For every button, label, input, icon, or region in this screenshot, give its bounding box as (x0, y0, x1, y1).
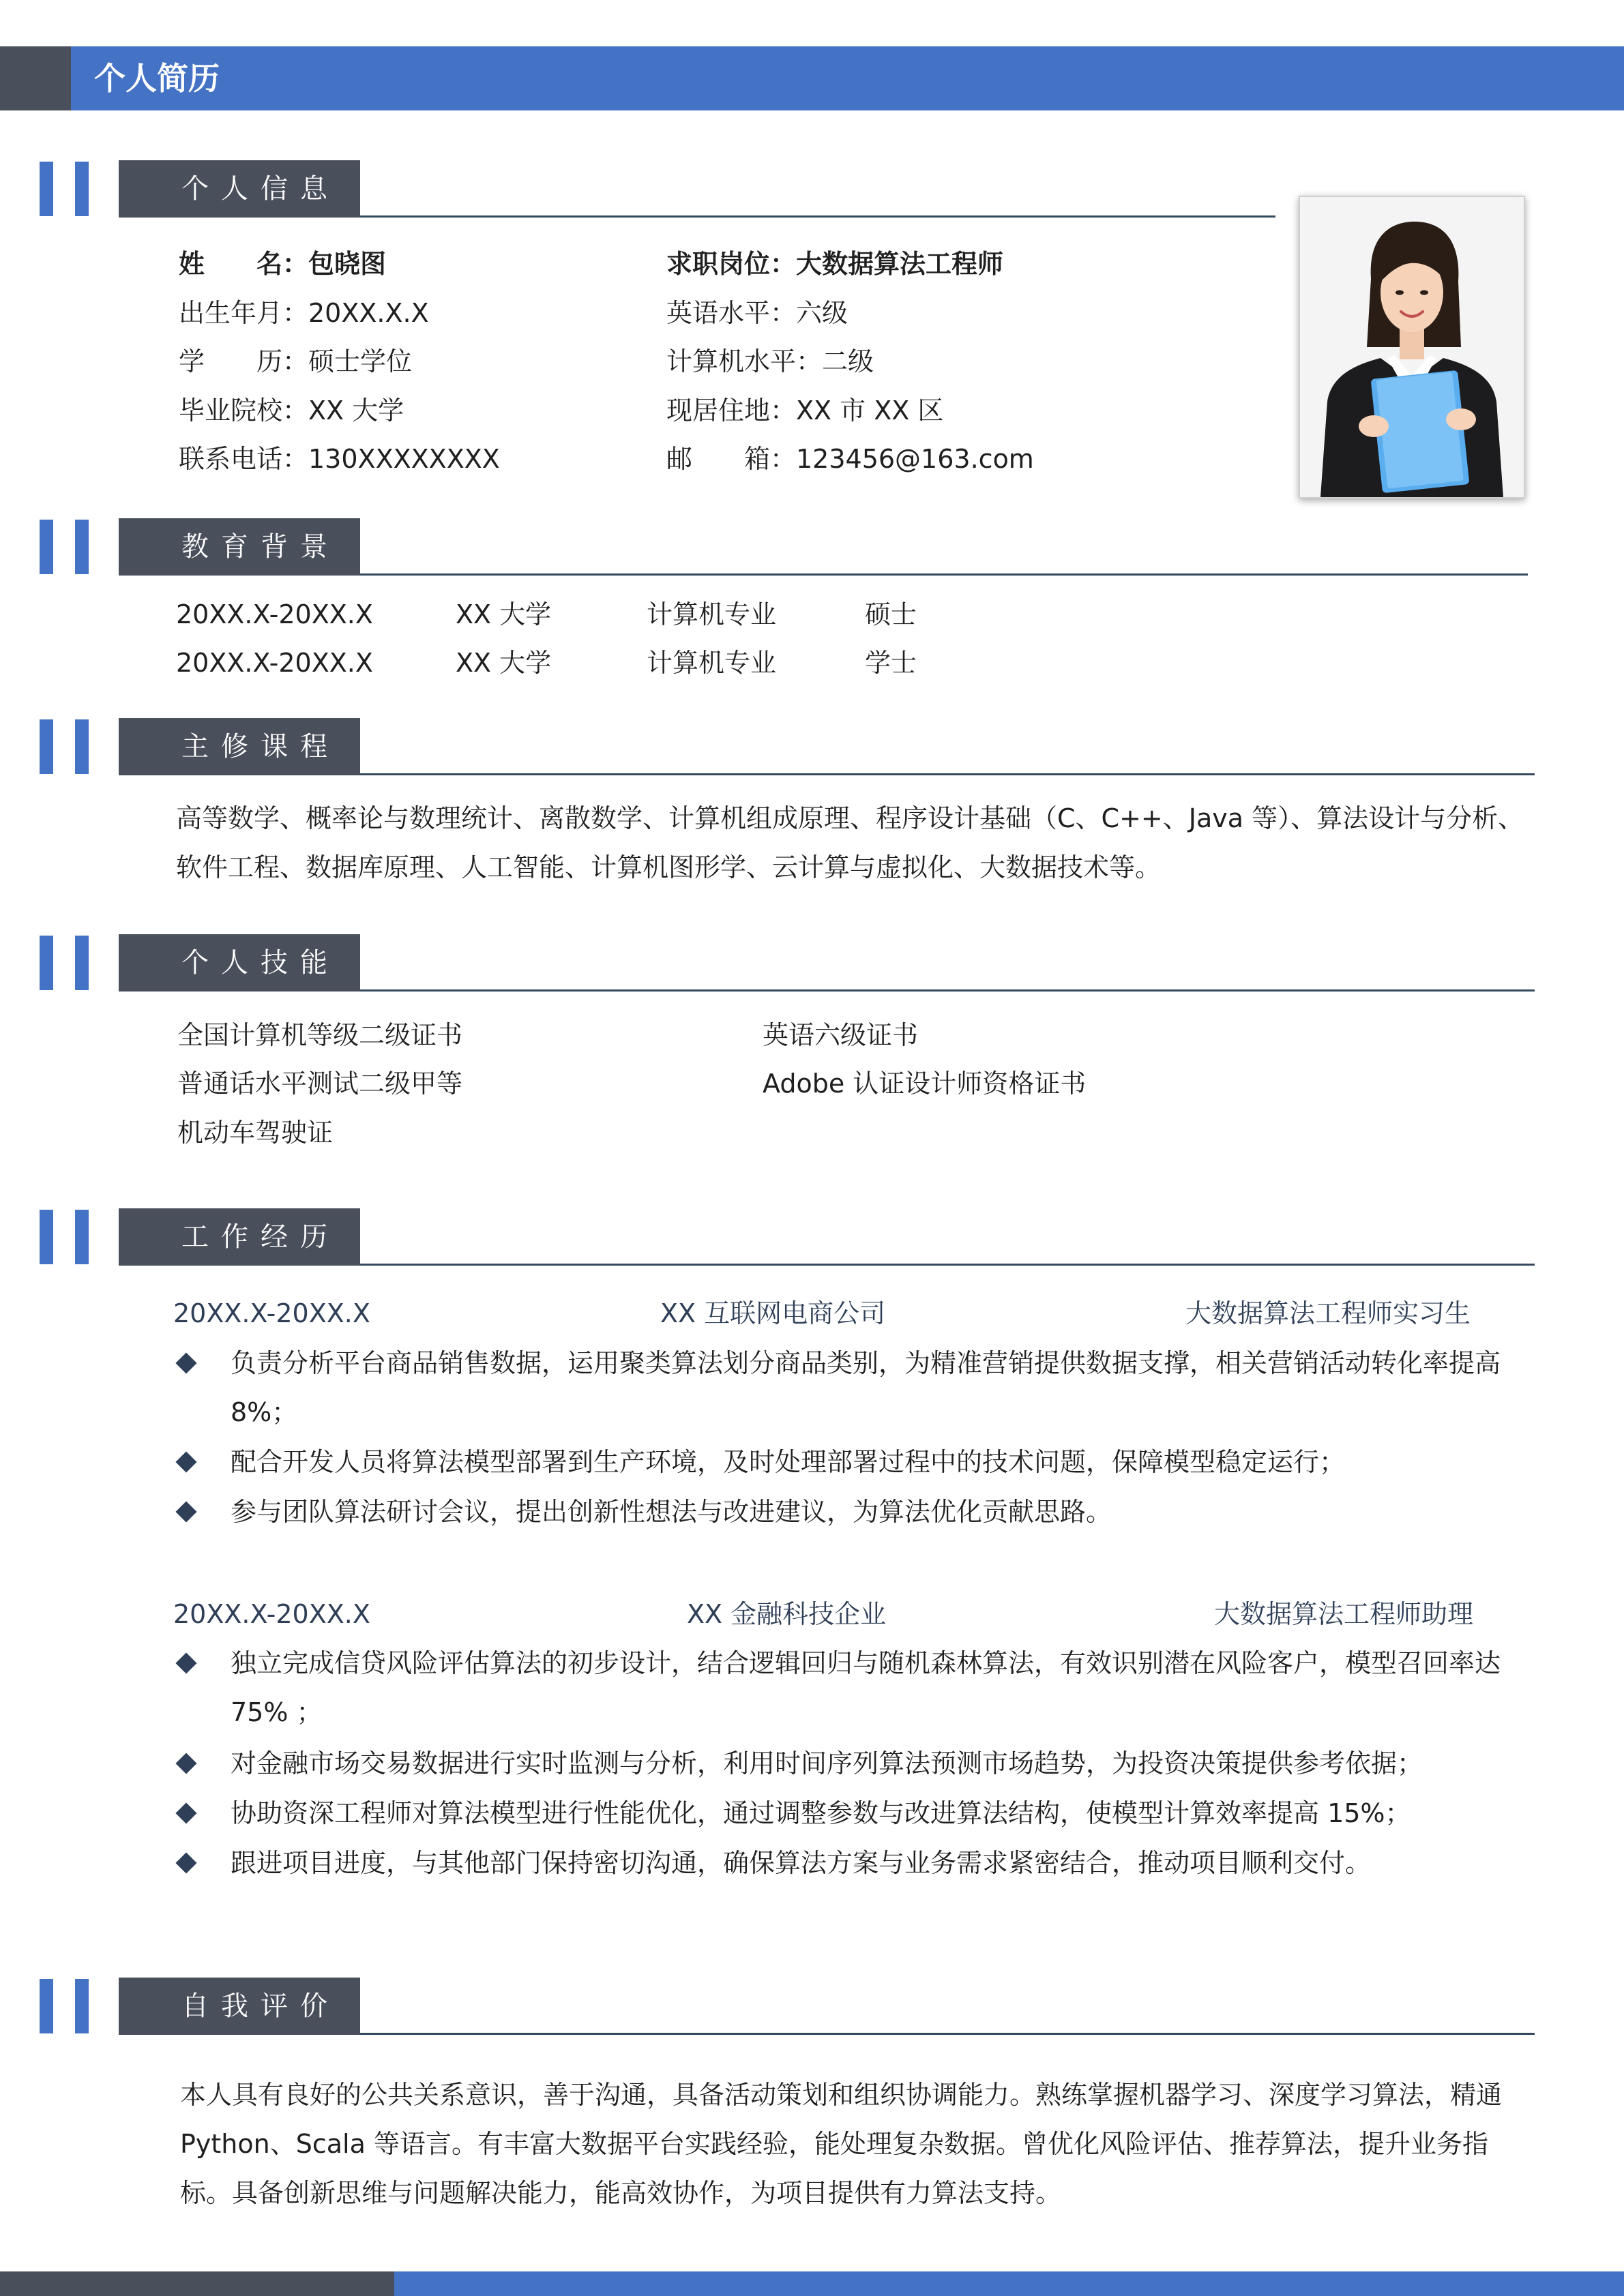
section-title-courses: 主修课程 (119, 718, 360, 775)
section-header-skills (40, 934, 1540, 992)
bullet-diamond-icon (175, 1652, 196, 1673)
page-title: 个人简历 (94, 60, 220, 97)
skill-item: 机动车驾驶证 (177, 1118, 334, 1148)
section-marker (40, 1979, 53, 2033)
self-evaluation-text: 本人具有良好的公共关系意识，善于沟通，具备活动策划和组织协调能力。熟练掌握机器学习、深度学习算法，精通 Python、Scala 等语言。有丰富大数据平台实践经验，能处理复杂数据。曾优化风险评估、推荐算法，提升业务指标。具备创新思维与问题解决能力，能高效协作，为项目提供有力算法支持。 (180, 2080, 1503, 2208)
edu-major: 计算机专业 (647, 648, 777, 678)
edu-school: XX 大学 (456, 648, 552, 678)
job-company: XX 金融科技企业 (687, 1599, 887, 1629)
header-banner (71, 46, 1624, 110)
section-title-info: 个人信息 (119, 160, 360, 218)
job-period: 20XX.X-20XX.X (173, 1298, 370, 1328)
edu-period: 20XX.X-20XX.X (176, 599, 373, 629)
job-role: 大数据算法工程师实习生 (1185, 1298, 1471, 1328)
section-title-skills: 个人技能 (119, 934, 360, 992)
info-computer: 计算机水平：二级 (666, 346, 874, 376)
footer-banner (394, 2271, 1624, 2296)
section-marker (75, 1210, 89, 1264)
section-divider (360, 1264, 1535, 1266)
info-address: 现居住地：XX 市 XX 区 (666, 396, 944, 426)
section-divider (360, 215, 1275, 218)
section-marker (40, 162, 53, 216)
section-marker (40, 719, 53, 774)
bullet-diamond-icon (175, 1852, 196, 1873)
job-period: 20XX.X-20XX.X (173, 1599, 370, 1629)
bullet-diamond-icon (175, 1501, 196, 1522)
job-bullet: 对金融市场交易数据进行实时监测与分析，利用时间序列算法预测市场趋势，为投资决策提供参考依据； (231, 1748, 1423, 1778)
section-divider (360, 573, 1528, 576)
section-divider (360, 2033, 1535, 2035)
section-marker (40, 1210, 53, 1264)
edu-degree: 学士 (865, 648, 917, 678)
section-marker (75, 936, 89, 990)
job-bullet: 负责分析平台商品销售数据，运用聚类算法划分商品类别，为精准营销提供数据支撑，相关营销活动转化率提高 8%； (231, 1348, 1501, 1427)
info-email: 邮 箱：123456@163.com (666, 444, 1034, 474)
info-name: 姓 名：包晓图 (179, 249, 387, 279)
bullet-diamond-icon (175, 1451, 196, 1472)
section-header-education (40, 518, 1540, 576)
section-header-self (40, 1978, 1540, 2035)
job-bullet: 跟进项目进度，与其他部门保持密切沟通，确保算法方案与业务需求紧密结合，推动项目顺利交付。 (231, 1848, 1372, 1878)
section-title-self: 自我评价 (119, 1978, 360, 2035)
job-role: 大数据算法工程师助理 (1214, 1599, 1474, 1629)
section-title-work: 工作经历 (119, 1208, 360, 1266)
edu-period: 20XX.X-20XX.X (176, 648, 373, 678)
info-birth: 出生年月：20XX.X.X (179, 298, 429, 328)
edu-degree: 硕士 (865, 599, 917, 629)
info-phone: 联系电话：130XXXXXXXX (179, 444, 500, 474)
section-marker (75, 520, 89, 574)
skill-item: 英语六级证书 (763, 1020, 919, 1050)
section-marker (75, 1979, 89, 2033)
skill-item: 普通话水平测试二级甲等 (177, 1069, 463, 1099)
bullet-diamond-icon (175, 1802, 196, 1823)
section-header-courses (40, 718, 1540, 775)
courses-text: 高等数学、概率论与数理统计、离散数学、计算机组成原理、程序设计基础（C、C++、Java 等）、算法设计与分析、软件工程、数据库原理、人工智能、计算机图形学、云计算与虚拟化、大数据技术等。 (176, 803, 1524, 882)
header-dark-block (0, 46, 71, 110)
section-title-education: 教育背景 (119, 518, 360, 576)
job-company: XX 互联网电商公司 (660, 1298, 886, 1328)
section-marker (75, 162, 89, 216)
edu-school: XX 大学 (456, 599, 552, 629)
job-bullet: 独立完成信贷风险评估算法的初步设计，结合逻辑回归与随机森林算法，有效识别潜在风险客户，模型召回率达 75% ； (231, 1648, 1501, 1727)
job-bullet: 参与团队算法研讨会议，提出创新性想法与改进建议，为算法优化贡献思路。 (231, 1497, 1112, 1527)
info-english: 英语水平：六级 (666, 298, 848, 328)
person-portrait-icon (1300, 197, 1524, 497)
job-bullet: 协助资深工程师对算法模型进行性能优化，通过调整参数与改进算法结构，使模型计算效率提高 15%； (231, 1798, 1411, 1828)
skill-item: Adobe 认证设计师资格证书 (763, 1069, 1087, 1099)
profile-photo (1299, 196, 1525, 498)
bullet-diamond-icon (175, 1753, 196, 1774)
info-degree: 学 历：硕士学位 (179, 346, 413, 376)
section-marker (40, 936, 53, 990)
edu-major: 计算机专业 (647, 599, 777, 629)
info-school: 毕业院校：XX 大学 (179, 396, 404, 426)
section-marker (40, 520, 53, 574)
footer-dark-block (0, 2271, 394, 2296)
section-header-work (40, 1208, 1540, 1266)
skill-item: 全国计算机等级二级证书 (177, 1020, 463, 1050)
job-bullet: 配合开发人员将算法模型部署到生产环境，及时处理部署过程中的技术问题，保障模型稳定运行； (231, 1447, 1346, 1477)
section-marker (75, 719, 89, 774)
bullet-diamond-icon (175, 1352, 196, 1373)
section-divider (360, 989, 1535, 992)
info-position: 求职岗位：大数据算法工程师 (666, 249, 1004, 279)
section-divider (360, 773, 1535, 775)
